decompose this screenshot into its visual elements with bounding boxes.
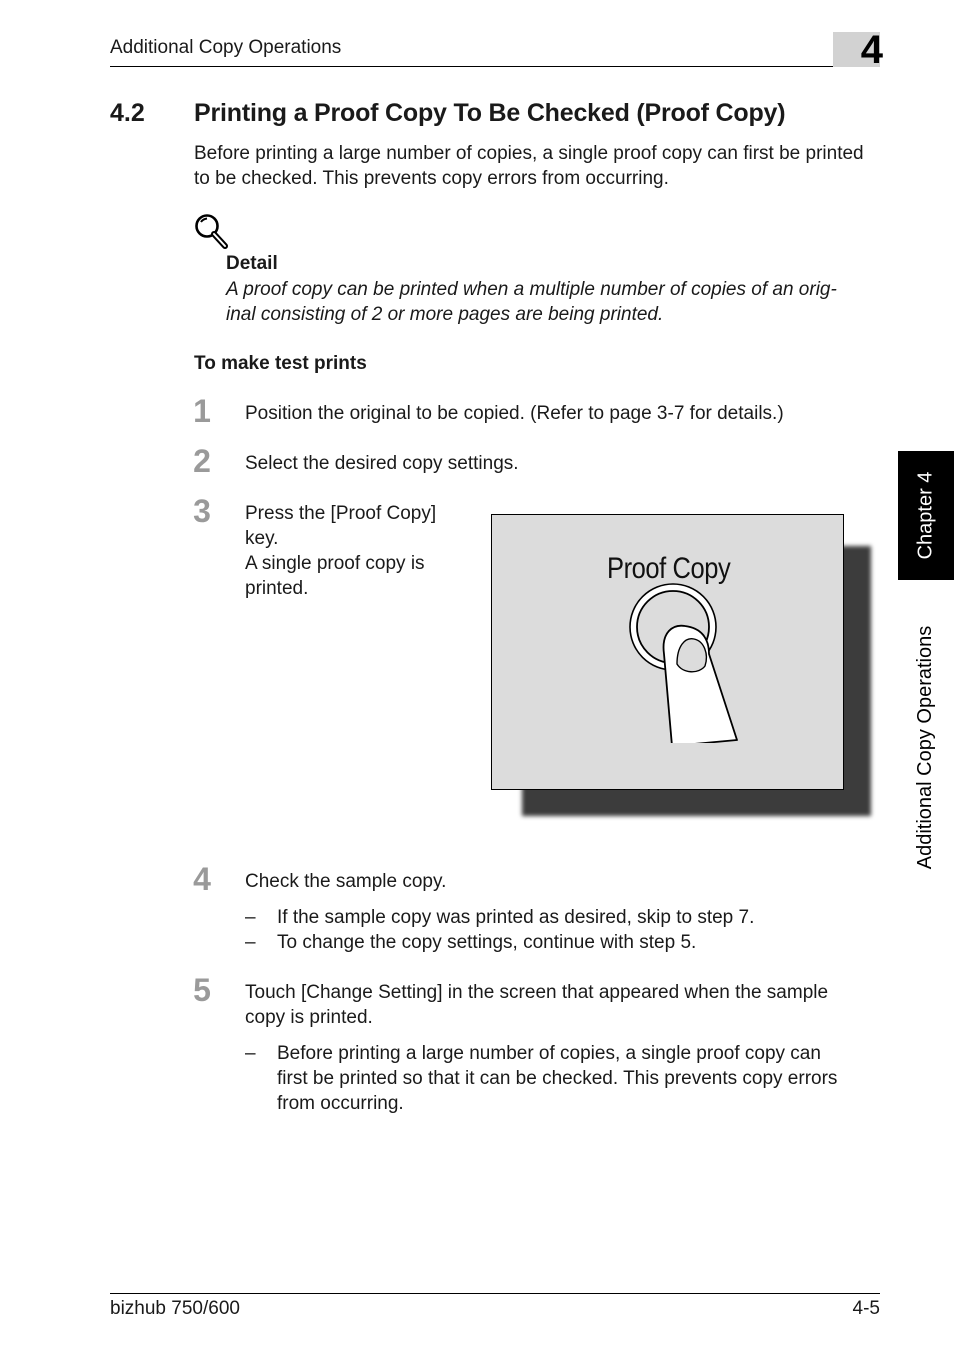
intro-paragraph: Before printing a large number of copies, a single proof copy can first be printed to be checked. This prevents copy errors from occurring. (194, 143, 864, 189)
step-number: 2 (193, 443, 211, 479)
step-line: Touch [Change Setting] in the screen that appeared when the sample (245, 982, 829, 1003)
bullet-text: If the sample copy was printed as desired, skip to step 7. (277, 907, 755, 928)
footer-model: bizhub 750/600 (110, 1298, 240, 1319)
bullet-text (277, 1041, 887, 1116)
bullet-line: from occurring. (277, 1093, 404, 1114)
bullet-dash: – (245, 907, 256, 928)
step-number: 5 (193, 972, 211, 1008)
proof-copy-key-label: Proof Copy (607, 552, 731, 585)
step-text (245, 980, 890, 1030)
side-tab-chapter (898, 451, 954, 580)
step-number: 3 (193, 493, 211, 529)
step-line: key. (245, 528, 279, 549)
side-tab-section (898, 605, 954, 890)
detail-line: A proof copy can be printed when a multiple number of copies of an orig- (226, 279, 837, 300)
side-tab-section-label: Additional Copy Operations (914, 625, 937, 870)
step-text: Check the sample copy. (245, 871, 447, 892)
step-text (245, 501, 475, 601)
step-number: 1 (193, 393, 211, 429)
bullet-line: first be printed so that it can be checked. This prevents copy errors (277, 1068, 838, 1089)
step-line: A single proof copy is (245, 553, 425, 574)
chapter-number: 4 (860, 28, 883, 72)
step-line: printed. (245, 578, 309, 599)
step-number: 4 (193, 861, 211, 897)
footer-page-number: 4-5 (852, 1298, 880, 1319)
side-tab-chapter-label: Chapter 4 (914, 471, 937, 560)
step-text: Position the original to be copied. (Refer to page 3-7 for details.) (245, 403, 784, 424)
step-line: Press the [Proof Copy] (245, 503, 437, 524)
footer-rule (110, 1293, 880, 1294)
detail-line: inal consisting of 2 or more pages are being printed. (226, 304, 664, 325)
bullet-line: Before printing a large number of copies, a single proof copy can (277, 1043, 821, 1064)
detail-text (226, 277, 886, 327)
step-line: copy is printed. (245, 1007, 373, 1028)
section-title: Printing a Proof Copy To Be Checked (Proof Copy) (194, 99, 786, 127)
bullet-dash: – (245, 932, 256, 953)
bullet-text: To change the copy settings, continue with step 5. (277, 932, 697, 953)
running-header: Additional Copy Operations (110, 37, 342, 58)
header-rule (110, 66, 880, 67)
section-number: 4.2 (110, 99, 145, 127)
step-text: Select the desired copy settings. (245, 453, 519, 474)
magnifier-icon (194, 213, 228, 254)
detail-label: Detail (226, 253, 278, 274)
procedure-heading: To make test prints (194, 353, 367, 374)
bullet-dash: – (245, 1043, 256, 1064)
